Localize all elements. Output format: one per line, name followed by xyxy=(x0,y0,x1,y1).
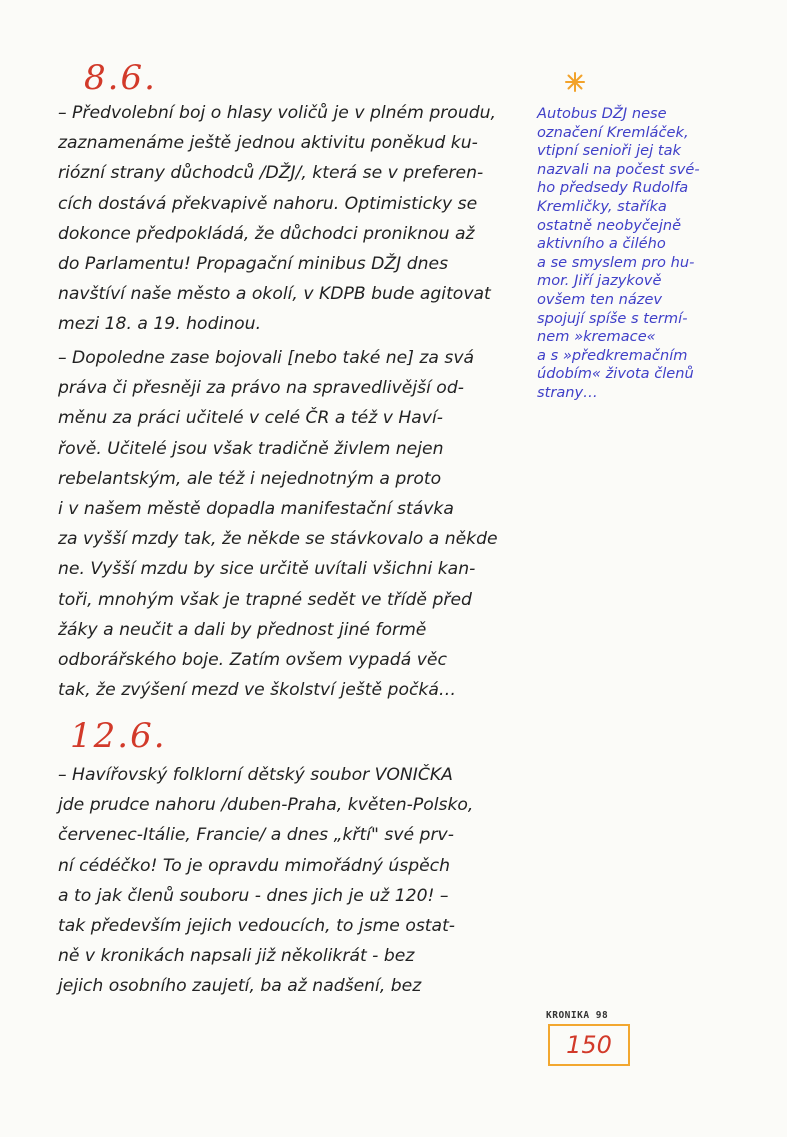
text-line: ně v kronikách napsali již několikrát - bez xyxy=(58,946,415,967)
text-line: tak, že zvýšení mezd ve školství ještě počká… xyxy=(58,680,457,701)
text-line: navštíví naše město a okolí, v KDPB bude agitovat xyxy=(58,284,491,305)
side-note-line: mor. Jiří jazykově xyxy=(537,272,662,290)
side-note-line: Autobus DŽJ nese xyxy=(537,105,667,122)
text-line: toři, mnohým však je trapné sedět ve třídě před xyxy=(58,589,472,610)
side-note-line: ovšem ten název xyxy=(537,290,663,308)
side-note-line: nem »kremace« xyxy=(537,328,656,346)
text-line: cích dostává překvapivě nahoru. Optimisticky se xyxy=(58,193,478,214)
side-note-line: a s »předkremačním xyxy=(537,346,688,364)
text-line: do Parlamentu! Propagační minibus DŽJ dnes xyxy=(58,253,449,274)
text-line: odborářského boje. Zatím ovšem vypadá věc xyxy=(58,649,447,670)
text-line: i v našem městě dopadla manifestační stávka xyxy=(58,498,454,519)
text-line: – Předvolební boj o hlasy voličů je v plném proudu, xyxy=(58,103,496,123)
text-line: řově. Učitelé jsou však tradičně živlem nejen xyxy=(58,438,444,459)
text-line: jde prudce nahoru /duben-Praha, květen-Polsko, xyxy=(58,795,474,816)
text-line: – Dopoledne zase bojovali [nebo také ne] za svá xyxy=(58,348,475,368)
text-line: jejich osobního zaujetí, ba až nadšení, bez xyxy=(58,976,422,997)
page-number: 150 xyxy=(548,1024,630,1066)
entry-paragraph xyxy=(58,98,528,340)
text-line: mezi 18. a 19. hodinou. xyxy=(58,314,262,335)
text-line: červenec-Itálie, Francie/ a dnes „křtí" své prv- xyxy=(58,825,454,846)
entry-date: 12.6. xyxy=(70,716,167,756)
side-note xyxy=(537,105,767,403)
side-note-line: a se smyslem pro hu- xyxy=(537,253,695,271)
side-note-line: Kremličky, staříka xyxy=(537,197,667,215)
text-line: riózní strany důchodců /DŽJ/, která se v preferen- xyxy=(58,163,484,184)
text-line: práva či přesněji za právo na spravedlivější od- xyxy=(58,378,464,399)
side-note-line: nazvali na počest své- xyxy=(537,160,700,178)
side-note-line: označení Kremláček, xyxy=(537,123,689,141)
text-line: ne. Vyšší mzdu by sice určitě uvítali všichni kan- xyxy=(58,559,476,580)
side-note-line: spojují spíše s termí- xyxy=(537,309,688,327)
side-note-line: aktivního a čilého xyxy=(537,235,666,253)
entry-paragraph xyxy=(58,343,528,705)
text-line: ní cédéčko! To je opravdu mimořádný úspěch xyxy=(58,855,451,876)
side-note-line: vtipní senioři jej tak xyxy=(537,142,681,160)
text-line: rebelantským, ale též i nejednotným a proto xyxy=(58,468,442,489)
side-note-line: údobím« života členů xyxy=(537,365,694,383)
side-note-line: ostatně neobyčejně xyxy=(537,216,682,234)
text-line: tak především jejich vedoucích, to jsme ostat- xyxy=(58,915,456,936)
text-line: žáky a neučit a dali by přednost jiné formě xyxy=(58,619,427,640)
side-note-line: ho předsedy Rudolfa xyxy=(537,179,689,197)
side-note-line: strany… xyxy=(537,383,598,401)
text-line: dokonce předpokládá, že důchodci proniknou až xyxy=(58,223,475,244)
text-line: a to jak členů souboru - dnes jich je už 120! – xyxy=(58,885,449,906)
chronicle-label: KRONIKA 98 xyxy=(546,1010,609,1021)
text-line: za vyšší mzdy tak, že někde se stávkovalo a někde xyxy=(58,529,498,550)
text-line: – Havířovský folklorní dětský soubor VONIČKA xyxy=(58,765,453,785)
text-line: zaznamenáme ještě jednou aktivitu poněkud ku- xyxy=(58,133,478,154)
entry-paragraph xyxy=(58,760,528,1002)
entry-date: 8.6. xyxy=(84,58,157,98)
asterisk-star-icon xyxy=(563,70,587,94)
text-line: měnu za práci učitelé v celé ČR a též v Haví- xyxy=(58,408,443,429)
